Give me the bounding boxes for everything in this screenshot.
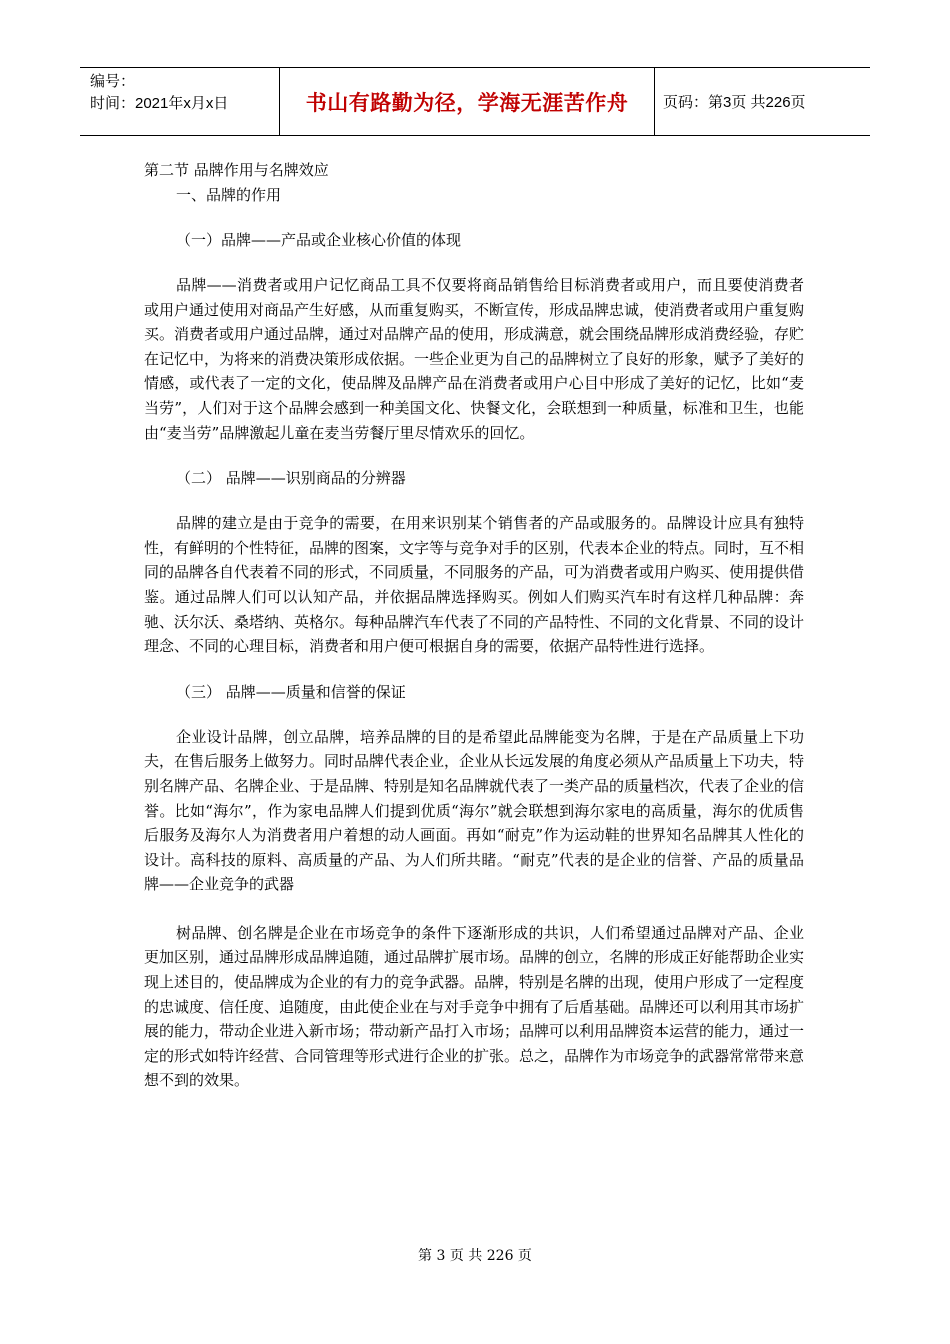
header-left-cell — [80, 68, 280, 135]
paragraph-1: 品牌——消费者或用户记忆商品工具不仅要将商品销售给目标消费者或用户，而且要使消费者或用户通过使用对商品产生好感，从而重复购买，不断宣传，形成品牌忠诚，使消费者或用户重复购买。消费者或用户通过品牌，通过对品牌产品的使用，形成满意，就会围绕品牌形成消费经验，存贮在记忆中，为将来的消费决策形成依据。一些企业更为自己的品牌树立了良好的形象，赋予了美好的情感，或代表了一定的文化，使品牌及品牌产品在消费者或用户心目中形成了美好的记忆，比如“麦当劳”，人们对于这个品牌会感到一种美国文化、快餐文化，会联想到一种质量，标准和卫生，也能由“麦当劳”品牌激起儿童在麦当劳餐厅里尽情欢乐的回忆。 — [144, 276, 805, 442]
page-footer: 第 3 页 共 226 页 — [418, 1248, 532, 1264]
document-body — [144, 158, 804, 1093]
subsection-title: 一、品牌的作用 — [176, 185, 282, 204]
section-title: 第二节 品牌作用与名牌效应 — [144, 161, 329, 179]
paragraph-3: 企业设计品牌，创立品牌，培养品牌的目的是希望此品牌能变为名牌，于是在产品质量上下功夫，在售后服务上做努力。同时品牌代表企业，企业从长远发展的角度必须从产品质量上下功夫，特别名牌产品、名牌企业、于是品牌、特别是知名品牌就代表了一类产品的质量档次，代表了企业的信誉。比如“海尔”，作为家电品牌人们提到优质“海尔”就会联想到海尔家电的高质量，海尔的优质售后服务及海尔人为消费者用户着想的动人画面。再如“耐克”作为运动鞋的世界知名品牌其人性化的设计。高科技的原料、高质量的产品、为人们所共睹。“耐克”代表的是企业的信誉、产品的质量品牌——企业竞争的武器 — [144, 727, 805, 894]
heading-3: （三） 品牌——质量和信誉的保证 — [176, 682, 406, 701]
header-motto: 书山有路勤为径，学海无涯苦作舟 — [280, 68, 655, 135]
page-header — [80, 67, 870, 136]
paragraph-2: 品牌的建立是由于竞争的需要，在用来识别某个销售者的产品或服务的。品牌设计应具有独特性，有鲜明的个性特征，品牌的图案，文字等与竞争对手的区别，代表本企业的特点。同时，互不相同的品牌各自代表着不同的形式，不同质量，不同服务的产品，可为消费者或用户购买、使用提供借鉴。通过品牌人们可以认知产品，并依据品牌选择购买。例如人们购买汽车时有这样几种品牌：奔驰、沃尔沃、桑塔纳、英格尔。每种品牌汽车代表了不同的产品特性、不同的文化背景、不同的设计理念、不同的心理目标，消费者和用户便可根据自身的需要，依据产品特性进行选择。 — [144, 514, 805, 656]
date-text: 时间：2021年x月x日 — [90, 95, 229, 112]
doc-number-label: 编号： — [90, 73, 136, 90]
paragraph-4: 树品牌、创名牌是企业在市场竞争的条件下逐渐形成的共识，人们希望通过品牌对产品、企业更加区别，通过品牌形成品牌追随，通过品牌扩展市场。品牌的创立，名牌的形成正好能帮助企业实现上述目的，使品牌成为企业的有力的竞争武器。品牌，特别是名牌的出现，使用户形成了一定程度的忠诚度、信任度、追随度，由此使企业在与对手竞争中拥有了后盾基础。品牌还可以利用其市场扩展的能力，带动企业进入新市场；带动新产品打入市场；品牌可以利用品牌资本运营的能力，通过一定的形式如特许经营、合同管理等形式进行企业的扩张。总之，品牌作为市场竞争的武器常常带来意想不到的效果。 — [144, 923, 805, 1090]
heading-2: （二） 品牌——识别商品的分辨器 — [176, 469, 406, 488]
header-page-info: 页码：第3页 共226页 — [663, 94, 806, 111]
heading-1: （一）品牌——产品或企业核心价值的体现 — [176, 231, 462, 249]
